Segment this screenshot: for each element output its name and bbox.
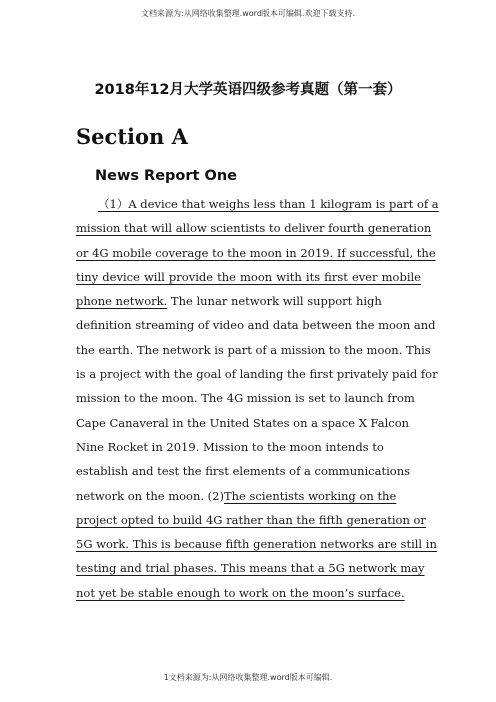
text-line: Nine Rocket in 2019. Mission to the moon intends to — [76, 439, 384, 454]
text-line: project opted to build 4G rather than the fifth generation or — [76, 512, 426, 527]
text-line: 5G work. This is because fifth generation networks are still in — [76, 537, 437, 552]
text-line — [76, 291, 421, 315]
text-line: not yet be stable enough to work on the moon’s surface. — [76, 585, 405, 600]
text-line: definition streaming of video and data between the moon and — [76, 318, 436, 333]
text-line — [76, 486, 421, 510]
footer-note: 1文档来源为:从网络收集整理.word版本可编辑. — [163, 673, 333, 682]
news-report-heading: News Report One — [95, 168, 237, 184]
header-note: 文档来源为:从网络收集整理.word版本可编辑.欢迎下载支持. — [141, 9, 355, 18]
text-line: is a project with the goal of landing the first privately paid for — [76, 367, 438, 382]
text-line: the earth. The network is part of a mission to the moon. This — [76, 342, 431, 357]
text-segment: The lunar network will support high — [167, 294, 382, 309]
text-line: tiny device will provide the moon with its first ever mobile — [76, 269, 421, 284]
text-line: Cape Canaveral in the United States on a space X Falcon — [76, 415, 410, 430]
text-line: establish and test the first elements of a communications — [76, 464, 411, 479]
text-line: （1）A device that weighs less than 1 kilogram is part of a — [98, 197, 439, 211]
text-line: testing and trial phases. This means that a 5G network may — [76, 561, 425, 576]
text-line: or 4G mobile coverage to the moon in 2019. If successful, the — [76, 245, 436, 260]
text-segment: network on the moon. (2) — [76, 488, 224, 503]
page-title: 2018年12月大学英语四级参考真题（第一套） — [94, 82, 402, 98]
underlined-phrase: phone network. — [76, 294, 168, 309]
section-heading: Section A — [76, 124, 188, 149]
underlined-phrase: The scientists working on the — [223, 488, 397, 503]
news-report-text — [76, 194, 439, 607]
text-line: mission to the moon. The 4G mission is set to launch from — [76, 391, 415, 406]
text-line: mission that will allow scientists to deliver fourth generation — [76, 221, 432, 236]
